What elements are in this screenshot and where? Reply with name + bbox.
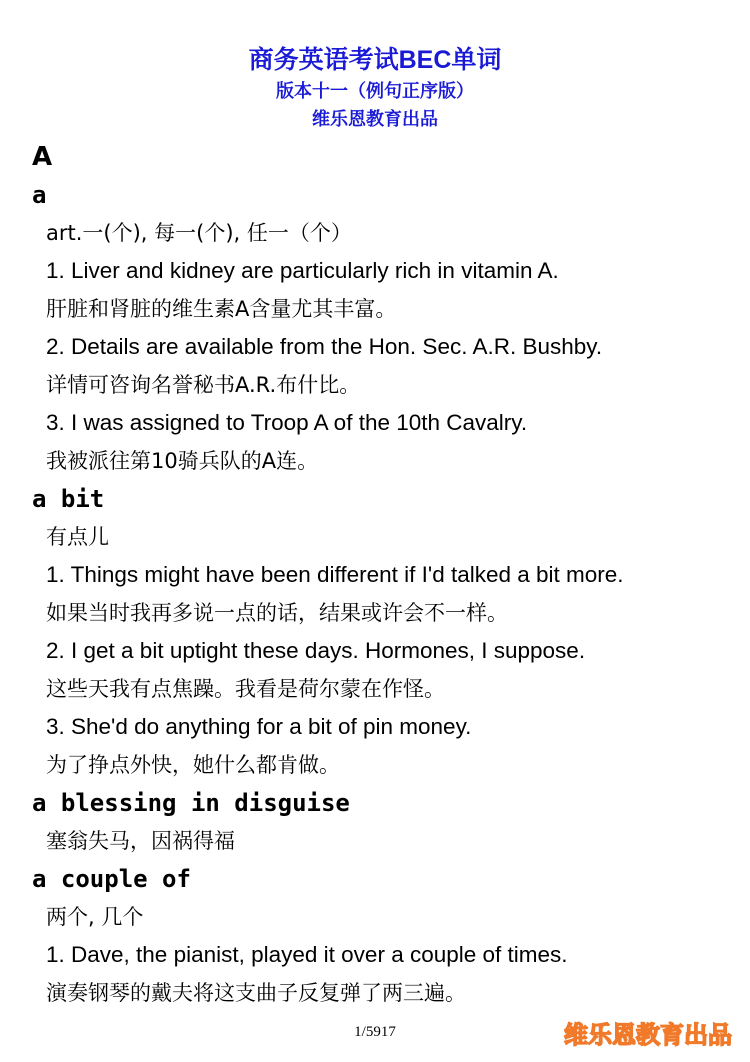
- page-number: 1/5917: [354, 1024, 396, 1040]
- entry-word: a: [32, 181, 47, 209]
- entry-definition: 塞翁失马，因祸得福: [46, 829, 235, 853]
- example-english: 2. Details are available from the Hon. Sec. A.R. Bushby.: [46, 334, 603, 359]
- example-english: 1. Dave, the pianist, played it over a couple of times.: [46, 942, 568, 967]
- example-english: 1. Liver and kidney are particularly rich in vitamin A.: [46, 258, 559, 283]
- entry-word: a bit: [32, 485, 105, 513]
- entry-word: a couple of: [32, 865, 191, 893]
- example-chinese: 我被派往第10骑兵队的A连。: [46, 449, 319, 473]
- document-version: 版本十一（例句正序版）: [276, 81, 474, 101]
- example-english: 3. She'd do anything for a bit of pin money.: [46, 714, 472, 739]
- example-chinese: 这些天我有点焦躁。我看是荷尔蒙在作怪。: [46, 677, 445, 701]
- example-chinese: 如果当时我再多说一点的话，结果或许会不一样。: [46, 601, 508, 625]
- example-chinese: 演奏钢琴的戴夫将这支曲子反复弹了两三遍。: [46, 981, 466, 1005]
- example-chinese: 为了挣点外快，她什么都肯做。: [46, 753, 340, 777]
- entry-definition: 两个, 几个: [46, 905, 144, 929]
- example-english: 2. I get a bit uptight these days. Hormones, I suppose.: [46, 638, 586, 663]
- example-chinese: 详情可咨询名誉秘书A.R.布什比。: [46, 373, 361, 397]
- entry-word: a blessing in disguise: [32, 789, 350, 817]
- publisher-watermark: 维乐恩教育出品: [564, 1021, 732, 1049]
- section-letter: A: [32, 142, 53, 172]
- example-english: 3. I was assigned to Troop A of the 10th Cavalry.: [46, 410, 528, 435]
- document-publisher: 维乐恩教育出品: [312, 109, 438, 129]
- vocabulary-list: [32, 138, 732, 1012]
- document-title: 商务英语考试BEC单词: [248, 46, 502, 74]
- entry-definition: art.一(个), 每一(个), 任一（个）: [46, 221, 352, 245]
- example-chinese: 肝脏和肾脏的维生素A含量尤其丰富。: [46, 297, 397, 321]
- example-english: 1. Things might have been different if I'd talked a bit more.: [46, 562, 624, 587]
- entry-definition: 有点儿: [46, 525, 109, 549]
